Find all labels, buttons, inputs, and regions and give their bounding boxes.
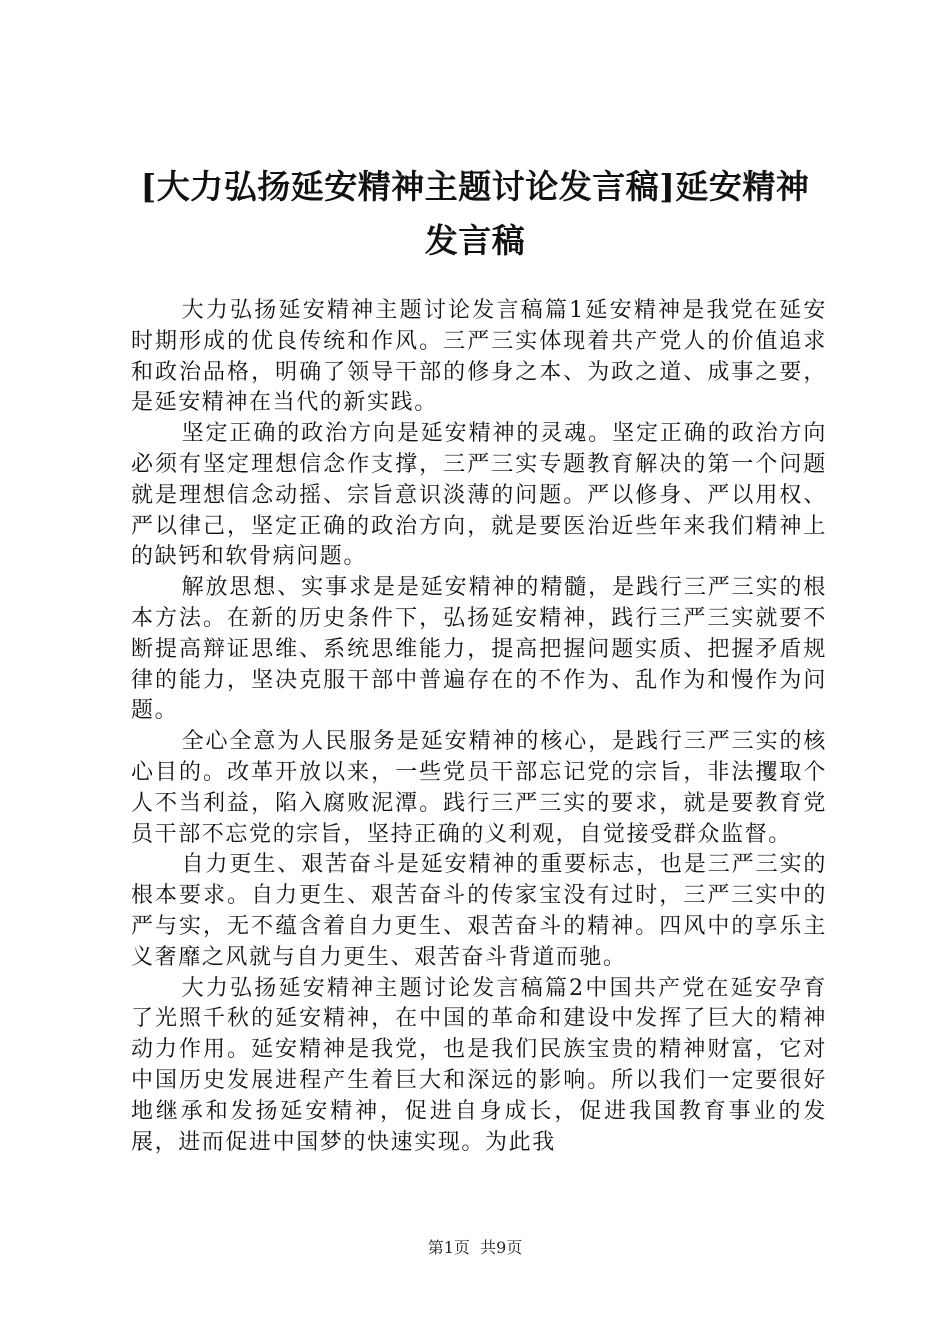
paragraph: 自力更生、艰苦奋斗是延安精神的重要标志，也是三严三实的根本要求。自力更生、艰苦奋斗的传家宝没有过时，三严三实中的严与实，无不蕴含着自力更生、艰苦奋斗的精神。四风中的享乐主义奢靡之风就与自力更生、艰苦奋斗背道而驰。 <box>131 852 827 970</box>
paragraph: 坚定正确的政治方向是延安精神的灵魂。坚定正确的政治方向必须有坚定理想信念作支撑，三严三实专题教育解决的第一个问题就是理想信念动摇、宗旨意识淡薄的问题。严以修身、严以用权、严以律己，坚定正确的政治方向，就是要医治近些年来我们精神上的缺钙和软骨病问题。 <box>131 421 827 570</box>
paragraph: 大力弘扬延安精神主题讨论发言稿篇2中国共产党在延安孕育了光照千秋的延安精神，在中国的革命和建设中发挥了巨大的精神动力作用。延安精神是我党，也是我们民族宝贵的精神财富，它对中国历史发展进程产生着巨大和深远的影响。所以我们一定要很好地继承和发扬延安精神，促进自身成长，促进我国教育事业的发展，进而促进中国梦的快速实现。为此我 <box>131 975 827 1155</box>
paragraph: 大力弘扬延安精神主题讨论发言稿篇1延安精神是我党在延安时期形成的优良传统和作风。三严三实体现着共产党人的价值追求和政治品格，明确了领导干部的修身之本、为政之道、成事之要，是延安精神在当代的新实践。 <box>131 298 827 416</box>
page-footer <box>0 1238 950 1258</box>
footer-spacer <box>470 1238 480 1257</box>
document-body <box>131 296 827 1158</box>
paragraph: 全心全意为人民服务是延安精神的核心，是践行三严三实的核心目的。改革开放以来，一些党员干部忘记党的宗旨，非法攫取个人不当利益，陷入腐败泥潭。践行三严三实的要求，就是要教育党员干部不忘党的宗旨，坚持正确的义利观，自觉接受群众监督。 <box>131 729 827 847</box>
document-title <box>100 160 850 268</box>
page-number: 第1页 <box>427 1238 470 1257</box>
page-total: 共9页 <box>480 1238 523 1257</box>
title-line-2: 发言稿 <box>424 221 526 260</box>
title-line-1: [大力弘扬延安精神主题讨论发言稿]延安精神 <box>140 167 810 206</box>
paragraph: 解放思想、实事求是是延安精神的精髓，是践行三严三实的根本方法。在新的历史条件下，弘扬延安精神，践行三严三实就要不断提高辩证思维、系统思维能力，提高把握问题实质、把握矛盾规律的能力，坚决克服干部中普遍存在的不作为、乱作为和慢作为问题。 <box>131 575 827 724</box>
